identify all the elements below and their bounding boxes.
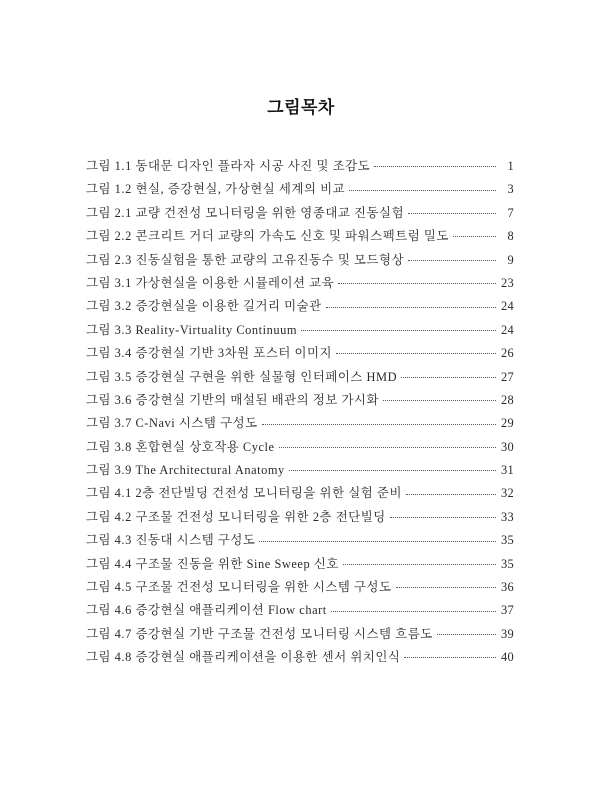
figure-entry-label: 그림 2.3 진동실험을 통한 교량의 고유진동수 및 모드형상 — [86, 252, 405, 267]
figure-entry[interactable] — [86, 507, 514, 530]
figure-entry-page-number: 3 — [507, 182, 514, 197]
dot-leader — [338, 275, 496, 287]
figure-entry-label: 그림 2.2 콘크리트 거더 교량의 가속도 신호 및 파워스펙트럼 밀도 — [86, 229, 449, 244]
figure-entry[interactable] — [86, 554, 514, 577]
page-title: 그림목차 — [267, 98, 335, 117]
figure-entry-page-number: 37 — [501, 603, 514, 618]
figure-entry-page-number: 7 — [507, 205, 514, 220]
dot-leader — [301, 321, 496, 333]
figure-entry-page-number: 35 — [501, 533, 514, 548]
dot-leader — [279, 438, 496, 450]
dot-leader — [259, 532, 496, 544]
dot-leader — [408, 204, 496, 216]
figure-entry-page-number: 39 — [501, 626, 514, 641]
dot-leader — [404, 649, 496, 661]
figure-entry[interactable] — [86, 483, 514, 506]
figure-entry-label: 그림 3.4 증강현실 기반 3차원 포스터 이미지 — [86, 346, 333, 361]
figure-entry-label: 그림 4.8 증강현실 애플리케이션을 이용한 센서 위치인식 — [86, 650, 401, 665]
figure-entry-page-number: 1 — [507, 159, 514, 173]
figure-entry-page-number: 23 — [501, 275, 514, 290]
dot-leader — [326, 298, 496, 310]
dot-leader — [349, 181, 496, 193]
figure-entry[interactable] — [86, 647, 514, 670]
dot-leader — [390, 508, 496, 520]
figure-entry-page-number: 40 — [501, 650, 514, 665]
figure-entry[interactable] — [86, 367, 514, 390]
figure-entry-label: 그림 4.1 2층 전단빌딩 건전성 모니터링을 위한 실험 준비 — [86, 486, 402, 501]
figure-entry-label: 그림 3.1 가상현실을 이용한 시뮬레이션 교육 — [86, 275, 335, 290]
dot-leader — [437, 625, 496, 637]
figure-entry-page-number: 8 — [507, 229, 514, 244]
figure-entry-page-number: 24 — [501, 322, 514, 337]
figure-entry-page-number: 31 — [501, 463, 514, 478]
figure-entry[interactable] — [86, 413, 514, 436]
figure-entry[interactable] — [86, 343, 514, 366]
figure-entry[interactable] — [86, 530, 514, 553]
figure-entry[interactable] — [86, 390, 514, 413]
dot-leader — [343, 555, 496, 567]
figure-list — [86, 156, 514, 671]
figure-entry-label: 그림 1.1 동대문 디자인 플라자 시공 사진 및 조감도 — [86, 159, 371, 173]
figure-entry-page-number: 32 — [501, 486, 514, 501]
figure-entry-label: 그림 2.1 교량 건전성 모니터링을 위한 영종대교 진동실험 — [86, 205, 405, 220]
figure-entry-label: 그림 3.5 증강현실 구현을 위한 실물형 인터페이스 HMD — [86, 369, 398, 384]
figure-entry-page-number: 9 — [507, 252, 514, 267]
figure-entry-page-number: 36 — [501, 580, 514, 595]
figure-entry-label: 그림 3.7 C-Navi 시스템 구성도 — [86, 416, 258, 431]
figure-entry-label: 그림 4.4 구조물 진동을 위한 Sine Sweep 신호 — [86, 556, 339, 571]
dot-leader — [374, 158, 496, 170]
dot-leader — [408, 251, 496, 263]
dot-leader — [401, 368, 496, 380]
figure-entry-label: 그림 4.3 진동대 시스템 구성도 — [86, 533, 256, 548]
dot-leader — [406, 485, 496, 497]
figure-entry[interactable] — [86, 273, 514, 296]
figure-entry-label: 그림 3.6 증강현실 기반의 매설된 배관의 정보 가시화 — [86, 392, 380, 407]
figure-entry-label: 그림 4.6 증강현실 애플리케이션 Flow chart — [86, 603, 327, 618]
figure-entry-label: 그림 4.2 구조물 건전성 모니터링을 위한 2층 전단빌딩 — [86, 509, 386, 524]
figure-entry[interactable] — [86, 250, 514, 273]
figure-entry[interactable] — [86, 179, 514, 202]
figure-entry-label: 그림 4.5 구조물 건전성 모니터링을 위한 시스템 구성도 — [86, 580, 392, 595]
figure-entry-page-number: 26 — [501, 346, 514, 361]
figure-entry-label: 그림 4.7 증강현실 기반 구조물 건전성 모니터링 시스템 흐름도 — [86, 626, 433, 641]
dot-leader — [262, 415, 496, 427]
figure-entry-page-number: 24 — [501, 299, 514, 314]
dot-leader — [383, 392, 496, 404]
figure-entry[interactable] — [86, 624, 514, 647]
figure-entry-page-number: 33 — [501, 509, 514, 524]
figure-entry-page-number: 28 — [501, 392, 514, 407]
figure-entry-label: 그림 1.2 현실, 증강현실, 가상현실 세계의 비교 — [86, 182, 346, 197]
figure-entry-label: 그림 3.2 증강현실을 이용한 길거리 미술관 — [86, 299, 322, 314]
figure-entry-label: 그림 3.3 Reality-Virtuality Continuum — [86, 322, 298, 337]
figure-entry[interactable] — [86, 437, 514, 460]
dot-leader — [289, 462, 496, 474]
figure-entry[interactable] — [86, 600, 514, 623]
figure-entry-page-number: 27 — [501, 369, 514, 384]
figure-entry[interactable] — [86, 156, 514, 179]
dot-leader — [453, 228, 496, 240]
figure-entry[interactable] — [86, 296, 514, 319]
figure-entry[interactable] — [86, 320, 514, 343]
dot-leader — [331, 602, 496, 614]
figure-entry-page-number: 29 — [501, 416, 514, 431]
figure-entry[interactable] — [86, 577, 514, 600]
figure-entry[interactable] — [86, 226, 514, 249]
figure-entry[interactable] — [86, 460, 514, 483]
figure-entry-label: 그림 3.9 The Architectural Anatomy — [86, 463, 285, 478]
figure-entry-page-number: 30 — [501, 439, 514, 454]
figure-entry-label: 그림 3.8 혼합현실 상호작용 Cycle — [86, 439, 275, 454]
dot-leader — [396, 579, 496, 591]
figure-entry[interactable] — [86, 203, 514, 226]
figure-entry-page-number: 35 — [501, 556, 514, 571]
dot-leader — [336, 345, 496, 357]
